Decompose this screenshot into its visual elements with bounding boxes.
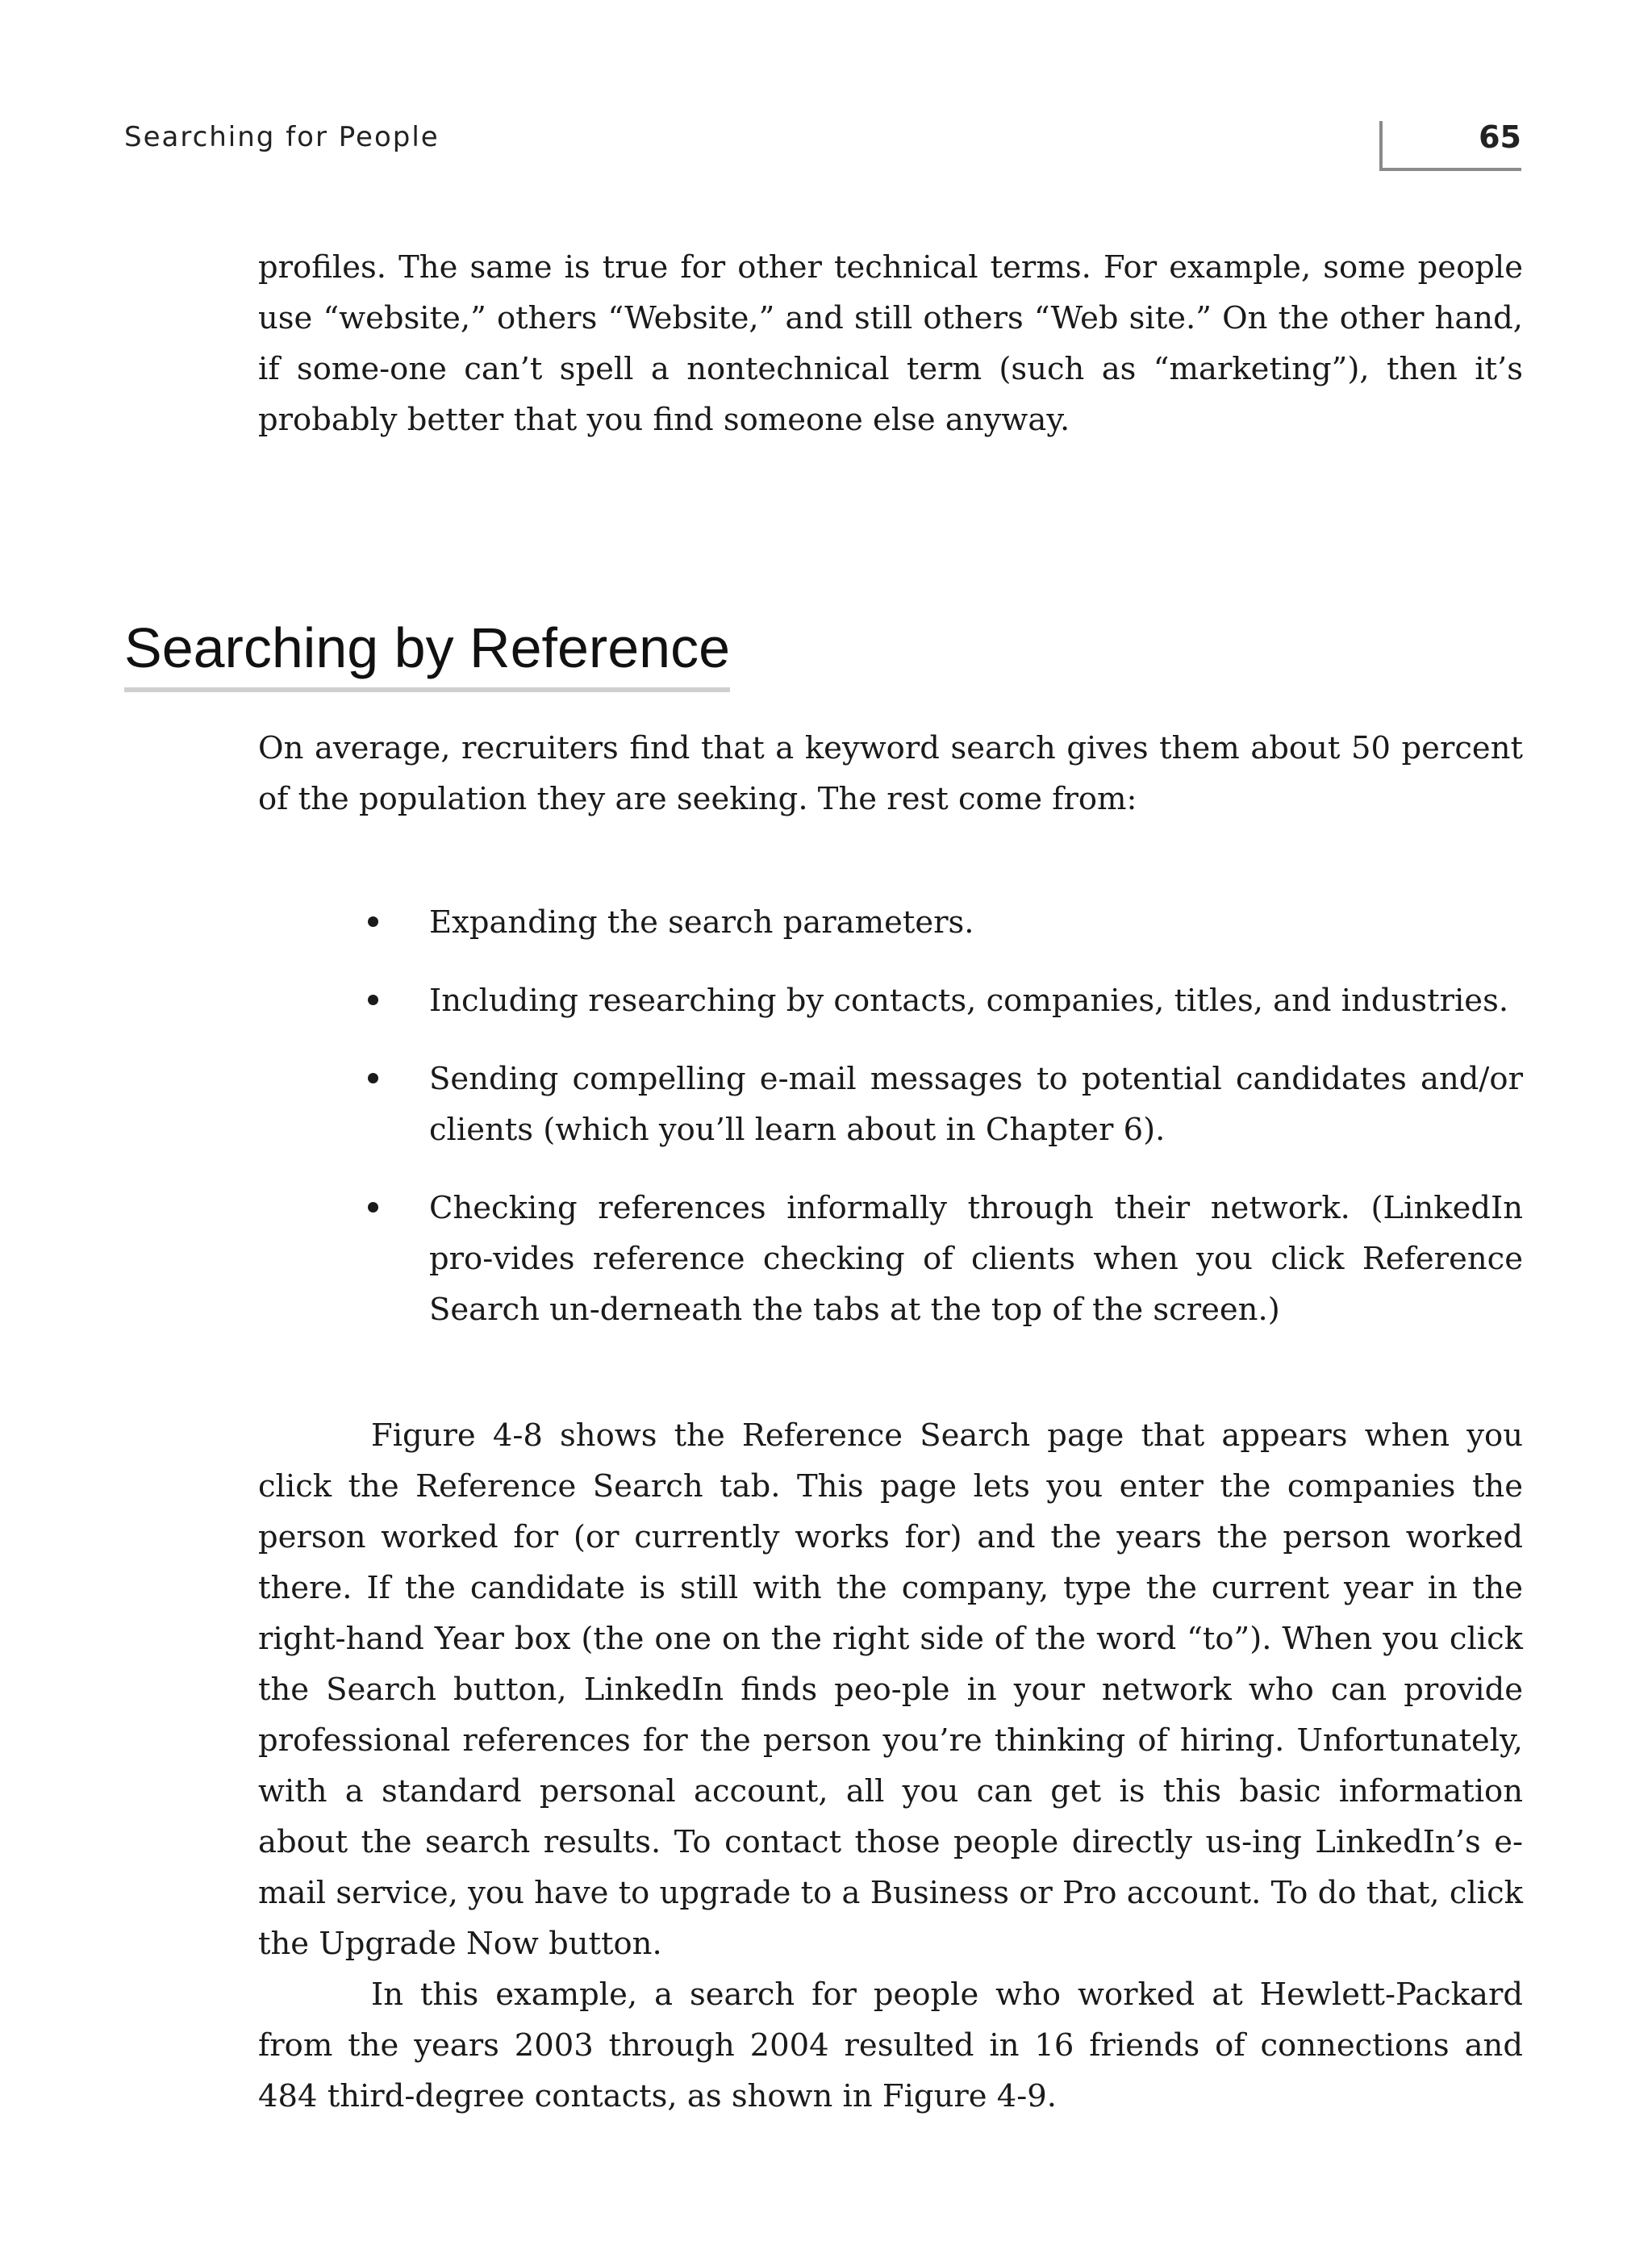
closing-paragraphs — [258, 1410, 1523, 2122]
list-item — [258, 897, 1523, 948]
list-item — [258, 1054, 1523, 1155]
bullet-icon — [368, 1202, 378, 1213]
list-item — [258, 975, 1523, 1026]
lead-paragraph: On average, recruiters find that a keyword search gives them about 50 percent of the population they are seeking. The rest come from: — [258, 730, 1523, 817]
bullet-list — [258, 897, 1523, 1363]
bullet-text: Expanding the search parameters. — [429, 904, 974, 941]
running-head: Searching for People — [124, 121, 440, 153]
section-heading: Searching by Reference — [124, 613, 730, 692]
bullet-text: Including researching by contacts, companies, titles, and industries. — [429, 983, 1509, 1019]
bullet-icon — [368, 916, 378, 927]
intro-paragraph: profiles. The same is true for other technical terms. For example, some people use “website,” others “Website,” and still others “Web site.” On the other hand, if some-one can’t spell a nontechnical term (such as “marketing”), then it’s probably better that you find someone else anyway. — [258, 249, 1523, 438]
bullet-text: Checking references informally through their network. (LinkedIn pro-vides reference checking of clients when you click Reference Search un-derneath the tabs at the top of the screen.) — [429, 1190, 1523, 1328]
example-paragraph: In this example, a search for people who worked at Hewlett-Packard from the years 2003 through 2004 resulted in 16 friends of connections and 484 third-degree contacts, as shown in Figure 4-9. — [258, 1976, 1523, 2114]
bullet-icon — [368, 1073, 378, 1083]
list-item — [258, 1183, 1523, 1335]
section-heading-wrap — [124, 613, 753, 692]
bullet-icon — [368, 995, 378, 1005]
page-number: 65 — [1479, 119, 1521, 155]
bullet-text: Sending compelling e-mail messages to potential candidates and/or clients (which you’ll learn about in Chapter 6). — [429, 1061, 1523, 1148]
figure-paragraph: Figure 4-8 shows the Reference Search page that appears when you click the Reference Search tab. This page lets you enter the companies the person worked for (or currently works for) and the years the person worked there. If the candidate is still with the company, type the current year in the right-hand Year box (the one on the right side of the word “to”). When you click the Search button, LinkedIn finds peo-ple in your network who can provide professional references for the person you’re thinking of hiring. Unfortunately, with a standard personal account, all you can get is this basic information about the search results. To contact those people directly us-ing LinkedIn’s e-mail service, you have to upgrade to a Business or Pro account. To do that, click the Upgrade Now button. — [258, 1417, 1523, 1962]
page-number-frame — [1379, 121, 1521, 171]
